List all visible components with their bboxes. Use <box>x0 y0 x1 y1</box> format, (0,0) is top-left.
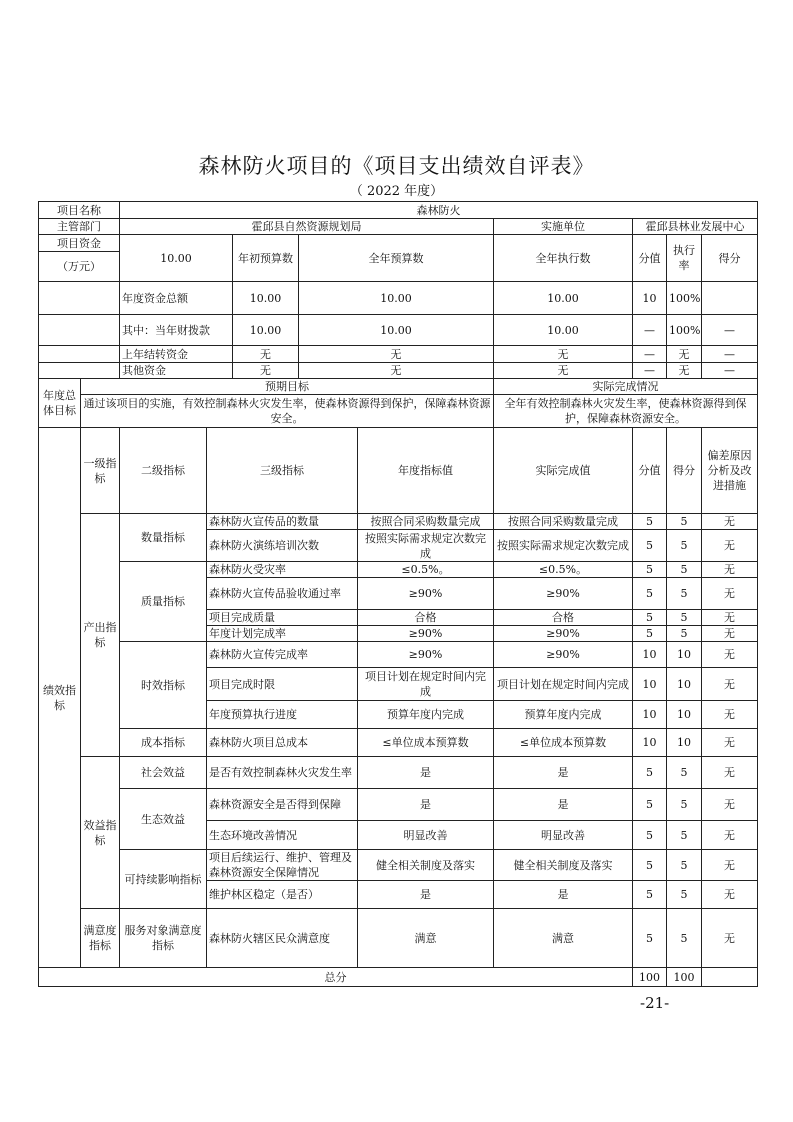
level2-indicator: 服务对象满意度指标 <box>120 909 207 968</box>
actual-value: 明显改善 <box>494 821 633 850</box>
score-value: 5 <box>667 850 702 881</box>
expected-goal-label: 预期目标 <box>81 379 494 395</box>
score-value: 5 <box>667 626 702 642</box>
actual-goal-label: 实际完成情况 <box>494 379 758 395</box>
funding-initial: 无 <box>233 363 299 379</box>
funding-row-label: 上年结转资金 <box>120 346 233 363</box>
level2-indicator: 社会效益 <box>120 757 207 789</box>
weight-value: 5 <box>633 821 667 850</box>
deviation-note: 无 <box>702 610 758 626</box>
funding-initial: 无 <box>233 346 299 363</box>
weight-value: 5 <box>633 850 667 881</box>
funding-annual: 无 <box>299 363 494 379</box>
score-value: 5 <box>667 514 702 530</box>
level3-indicator: 森林资源安全是否得到保障 <box>207 789 358 821</box>
table-row <box>39 757 758 789</box>
target-value: 合格 <box>358 610 494 626</box>
funding-initial: 10.00 <box>233 315 299 346</box>
header-score: 得分 <box>667 428 702 514</box>
funding-rate: 无 <box>667 363 702 379</box>
funding-row-label: 其他资金 <box>120 363 233 379</box>
score-value: 5 <box>667 789 702 821</box>
funding-header-score: 得分 <box>702 235 758 282</box>
deviation-note: 无 <box>702 729 758 757</box>
total-note <box>702 968 758 987</box>
level2-indicator: 可持续影响指标 <box>120 850 207 909</box>
level3-indicator: 项目完成时限 <box>207 668 358 701</box>
actual-value: 合格 <box>494 610 633 626</box>
table-row <box>39 968 758 987</box>
header-note: 偏差原因分析及改进措施 <box>702 428 758 514</box>
deviation-note: 无 <box>702 821 758 850</box>
funding-row-label: 其中：当年财拨款 <box>120 315 233 346</box>
target-value: ≥90% <box>358 578 494 610</box>
target-value: 是 <box>358 881 494 909</box>
table-row <box>39 219 758 235</box>
actual-value: ≥90% <box>494 578 633 610</box>
level1-indicator: 产出指标 <box>81 514 120 757</box>
level3-indicator: 森林防火受灾率 <box>207 562 358 578</box>
table-row <box>39 235 758 252</box>
funding-score <box>702 282 758 315</box>
funding-annual: 10.00 <box>299 315 494 346</box>
target-value: 按照合同采购数量完成 <box>358 514 494 530</box>
level2-indicator: 生态效益 <box>120 789 207 850</box>
header-target: 年度指标值 <box>358 428 494 514</box>
score-value: 5 <box>667 562 702 578</box>
weight-value: 5 <box>633 789 667 821</box>
funding-header-rate: 执行率 <box>667 235 702 282</box>
funding-executed: 无 <box>494 363 633 379</box>
actual-value: ≤0.5%。 <box>494 562 633 578</box>
weight-value: 10 <box>633 729 667 757</box>
document-title: 森林防火项目的《项目支出绩效自评表》 <box>198 154 595 178</box>
funding-unit: （万元） <box>39 252 120 282</box>
actual-value: 按照实际需求规定次数完成 <box>494 530 633 562</box>
weight-value: 5 <box>633 909 667 968</box>
level3-indicator: 是否有效控制森林火灾发生率 <box>207 757 358 789</box>
header-weight: 分值 <box>633 428 667 514</box>
actual-value: 是 <box>494 789 633 821</box>
level3-indicator: 森林防火宣传完成率 <box>207 642 358 668</box>
target-value: 明显改善 <box>358 821 494 850</box>
funding-rate: 100% <box>667 315 702 346</box>
header-level3: 三级指标 <box>207 428 358 514</box>
header-actual: 实际完成值 <box>494 428 633 514</box>
dept-value: 霍邱县自然资源规划局 <box>120 219 494 235</box>
target-value: 按照实际需求规定次数完成 <box>358 530 494 562</box>
weight-value: 10 <box>633 642 667 668</box>
level2-indicator: 数量指标 <box>120 514 207 562</box>
table-row <box>39 363 758 379</box>
funding-weight: — <box>633 346 667 363</box>
weight-value: 5 <box>633 530 667 562</box>
funding-score: — <box>702 363 758 379</box>
score-value: 10 <box>667 642 702 668</box>
empty-cell <box>39 346 120 363</box>
deviation-note: 无 <box>702 701 758 729</box>
project-name-label: 项目名称 <box>39 202 120 219</box>
expected-goal-text: 通过该项目的实施，有效控制森林火灾发生率，使森林资源得到保护，保障森林资源安全。 <box>81 395 494 428</box>
funding-annual: 10.00 <box>299 282 494 315</box>
actual-value: 满意 <box>494 909 633 968</box>
actual-value: 是 <box>494 881 633 909</box>
document-year: （ 2022 年度） <box>349 184 444 199</box>
level3-indicator: 年度预算执行进度 <box>207 701 358 729</box>
performance-label: 绩效指标 <box>39 428 81 968</box>
project-name: 森林防火 <box>120 202 758 219</box>
score-value: 5 <box>667 881 702 909</box>
weight-value: 5 <box>633 578 667 610</box>
score-value: 5 <box>667 530 702 562</box>
score-value: 5 <box>667 821 702 850</box>
score-value: 10 <box>667 701 702 729</box>
funding-label: 项目资金 <box>39 235 120 252</box>
funding-header-weight: 分值 <box>633 235 667 282</box>
actual-value: 是 <box>494 757 633 789</box>
weight-value: 5 <box>633 757 667 789</box>
funding-initial: 10.00 <box>233 282 299 315</box>
table-row <box>39 395 758 428</box>
funding-score: — <box>702 315 758 346</box>
table-row <box>39 642 758 668</box>
actual-value: 项目计划在规定时间内完成 <box>494 668 633 701</box>
score-value: 10 <box>667 668 702 701</box>
level1-indicator: 效益指标 <box>81 757 120 909</box>
table-row <box>39 789 758 821</box>
table-row <box>39 729 758 757</box>
funding-header-executed: 全年执行数 <box>494 235 633 282</box>
target-value: 是 <box>358 757 494 789</box>
funding-weight: — <box>633 363 667 379</box>
total-label: 总分 <box>39 968 633 987</box>
target-value: 是 <box>358 789 494 821</box>
deviation-note: 无 <box>702 668 758 701</box>
funding-rate: 100% <box>667 282 702 315</box>
table-row <box>39 850 758 881</box>
funding-header-annual: 全年预算数 <box>299 235 494 282</box>
level3-indicator: 森林防火演练培训次数 <box>207 530 358 562</box>
table-row <box>39 909 758 968</box>
goals-label: 年度总体目标 <box>39 379 81 428</box>
deviation-note: 无 <box>702 850 758 881</box>
actual-value: 预算年度内完成 <box>494 701 633 729</box>
deviation-note: 无 <box>702 789 758 821</box>
table-row <box>39 379 758 395</box>
deviation-note: 无 <box>702 530 758 562</box>
target-value: 健全相关制度及落实 <box>358 850 494 881</box>
actual-value: ≤单位成本预算数 <box>494 729 633 757</box>
level2-indicator: 质量指标 <box>120 562 207 642</box>
dept-label: 主管部门 <box>39 219 120 235</box>
table-row <box>39 562 758 578</box>
funding-executed: 无 <box>494 346 633 363</box>
level3-indicator: 森林防火项目总成本 <box>207 729 358 757</box>
level3-indicator: 生态环境改善情况 <box>207 821 358 850</box>
actual-value: 健全相关制度及落实 <box>494 850 633 881</box>
weight-value: 5 <box>633 514 667 530</box>
level2-indicator: 成本指标 <box>120 729 207 757</box>
target-value: 满意 <box>358 909 494 968</box>
empty-cell <box>39 363 120 379</box>
funding-header-initial: 年初预算数 <box>233 235 299 282</box>
empty-cell <box>39 282 120 315</box>
target-value: ≥90% <box>358 642 494 668</box>
header-level2: 二级指标 <box>120 428 207 514</box>
total-weight: 100 <box>633 968 667 987</box>
funding-annual: 无 <box>299 346 494 363</box>
actual-value: ≥90% <box>494 626 633 642</box>
table-row <box>39 428 758 514</box>
funding-weight: — <box>633 315 667 346</box>
target-value: ≤单位成本预算数 <box>358 729 494 757</box>
weight-value: 5 <box>633 610 667 626</box>
funding-executed: 10.00 <box>494 282 633 315</box>
level3-indicator: 森林防火宣传品验收通过率 <box>207 578 358 610</box>
funding-weight: 10 <box>633 282 667 315</box>
weight-value: 5 <box>633 562 667 578</box>
level3-indicator: 年度计划完成率 <box>207 626 358 642</box>
weight-value: 5 <box>633 881 667 909</box>
impl-label: 实施单位 <box>494 219 633 235</box>
funding-score: — <box>702 346 758 363</box>
funding-executed: 10.00 <box>494 315 633 346</box>
page-number: -21- <box>640 994 670 1012</box>
funding-row-label: 年度资金总额 <box>120 282 233 315</box>
level2-indicator: 时效指标 <box>120 642 207 729</box>
target-value: ≥90% <box>358 626 494 642</box>
level3-indicator: 项目后续运行、维护、管理及森林资源安全保障情况 <box>207 850 358 881</box>
deviation-note: 无 <box>702 757 758 789</box>
weight-value: 5 <box>633 626 667 642</box>
deviation-note: 无 <box>702 578 758 610</box>
deviation-note: 无 <box>702 642 758 668</box>
table-row <box>39 202 758 219</box>
deviation-note: 无 <box>702 514 758 530</box>
actual-value: ≥90% <box>494 642 633 668</box>
deviation-note: 无 <box>702 909 758 968</box>
actual-value: 按照合同采购数量完成 <box>494 514 633 530</box>
score-value: 5 <box>667 757 702 789</box>
table-row <box>39 315 758 346</box>
table-row <box>39 346 758 363</box>
score-value: 5 <box>667 610 702 626</box>
score-value: 10 <box>667 729 702 757</box>
weight-value: 10 <box>633 668 667 701</box>
target-value: 项目计划在规定时间内完成 <box>358 668 494 701</box>
level3-indicator: 森林防火宣传品的数量 <box>207 514 358 530</box>
score-value: 5 <box>667 578 702 610</box>
level3-indicator: 维护林区稳定（是否） <box>207 881 358 909</box>
target-value: 预算年度内完成 <box>358 701 494 729</box>
deviation-note: 无 <box>702 626 758 642</box>
target-value: ≤0.5%。 <box>358 562 494 578</box>
total-score: 100 <box>667 968 702 987</box>
table-row <box>39 282 758 315</box>
score-value: 5 <box>667 909 702 968</box>
header-level1: 一级指标 <box>81 428 120 514</box>
level3-indicator: 项目完成质量 <box>207 610 358 626</box>
empty-cell <box>39 315 120 346</box>
funding-total: 10.00 <box>120 235 233 282</box>
level1-indicator: 满意度指标 <box>81 909 120 968</box>
deviation-note: 无 <box>702 881 758 909</box>
impl-value: 霍邱县林业发展中心 <box>633 219 758 235</box>
deviation-note: 无 <box>702 562 758 578</box>
table-row <box>39 514 758 530</box>
funding-rate: 无 <box>667 346 702 363</box>
level3-indicator: 森林防火辖区民众满意度 <box>207 909 358 968</box>
actual-goal-text: 全年有效控制森林火灾发生率，使森林资源得到保护，保障森林资源安全。 <box>494 395 758 428</box>
self-evaluation-table <box>38 201 758 987</box>
weight-value: 10 <box>633 701 667 729</box>
